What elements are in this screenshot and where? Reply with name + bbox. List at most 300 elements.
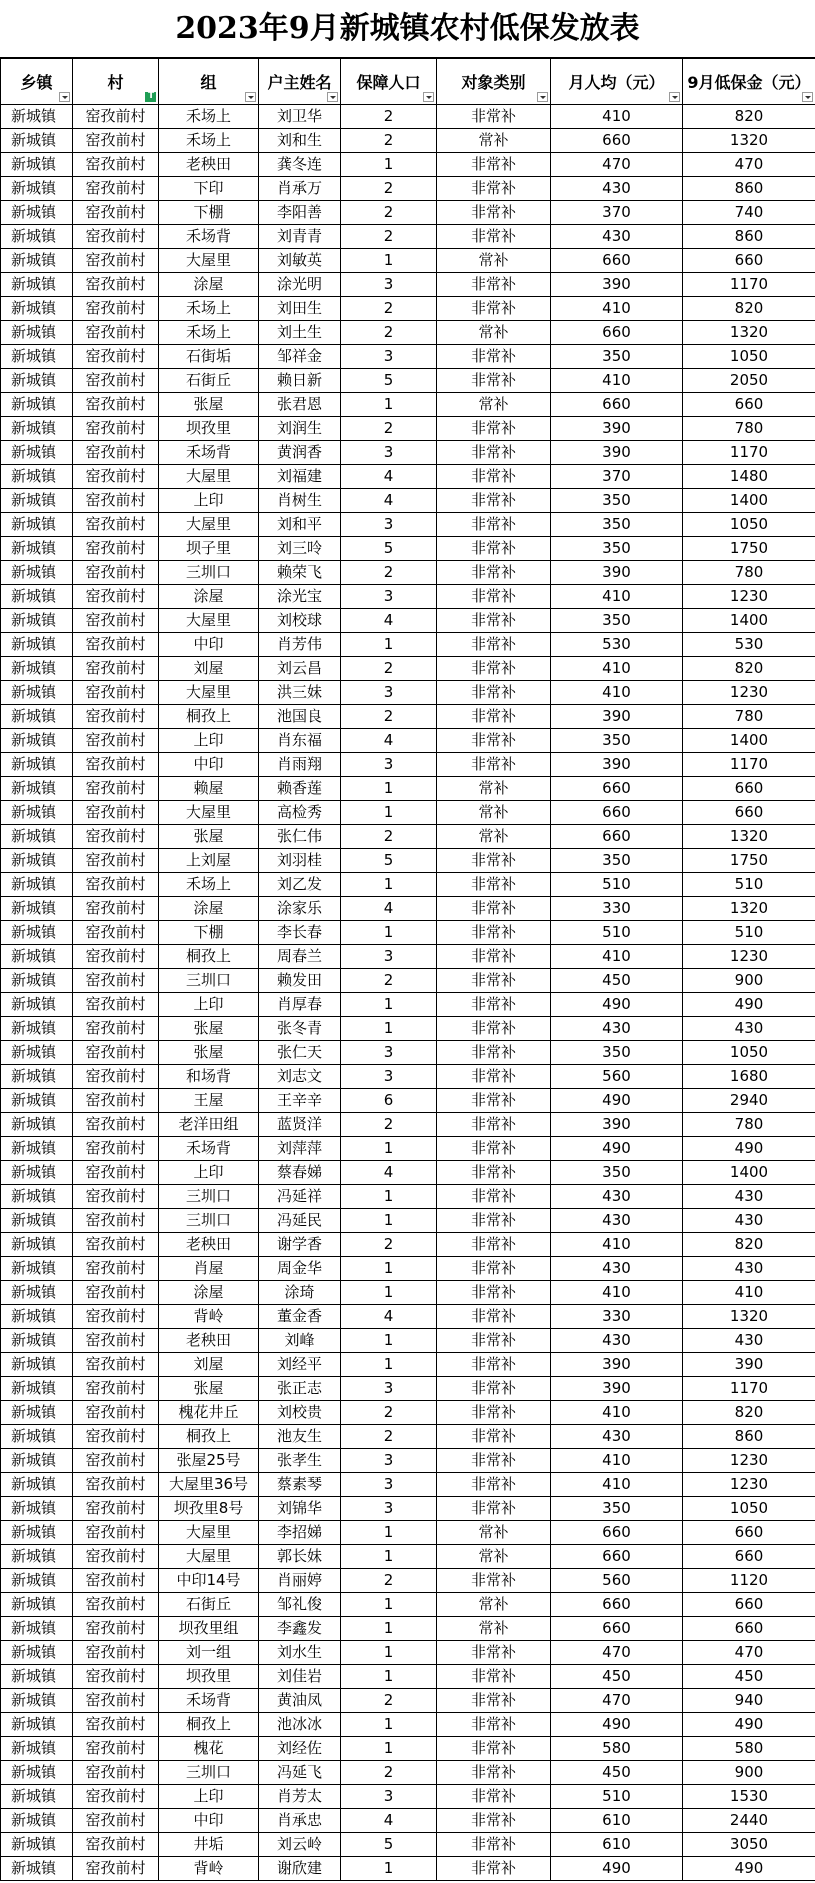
cell-householder[interactable]: 张仁天 — [259, 1041, 341, 1065]
cell-village[interactable]: 窑孜前村 — [73, 945, 159, 969]
cell-september-amount[interactable]: 1750 — [683, 537, 815, 561]
cell-category[interactable]: 非常补 — [437, 1233, 551, 1257]
cell-population[interactable]: 1 — [341, 1017, 437, 1041]
cell-population[interactable]: 2 — [341, 1761, 437, 1785]
cell-september-amount[interactable]: 2440 — [683, 1809, 815, 1833]
cell-population[interactable]: 1 — [341, 1137, 437, 1161]
cell-group[interactable]: 禾场上 — [159, 129, 259, 153]
cell-householder[interactable]: 刘志文 — [259, 1065, 341, 1089]
cell-category[interactable]: 非常补 — [437, 345, 551, 369]
cell-category[interactable]: 非常补 — [437, 849, 551, 873]
cell-group[interactable]: 中印 — [159, 753, 259, 777]
cell-township[interactable]: 新城镇 — [1, 1833, 73, 1857]
cell-village[interactable]: 窑孜前村 — [73, 177, 159, 201]
cell-group[interactable]: 禾场背 — [159, 225, 259, 249]
cell-september-amount[interactable]: 490 — [683, 1713, 815, 1737]
cell-monthly-avg[interactable]: 390 — [551, 1113, 683, 1137]
cell-september-amount[interactable]: 1170 — [683, 273, 815, 297]
cell-householder[interactable]: 张君恩 — [259, 393, 341, 417]
cell-population[interactable]: 5 — [341, 537, 437, 561]
cell-category[interactable]: 非常补 — [437, 1161, 551, 1185]
cell-group[interactable]: 大屋里 — [159, 465, 259, 489]
cell-monthly-avg[interactable]: 660 — [551, 393, 683, 417]
cell-monthly-avg[interactable]: 370 — [551, 201, 683, 225]
cell-category[interactable]: 非常补 — [437, 1569, 551, 1593]
cell-september-amount[interactable]: 1400 — [683, 1161, 815, 1185]
cell-population[interactable]: 2 — [341, 177, 437, 201]
cell-village[interactable]: 窑孜前村 — [73, 1089, 159, 1113]
cell-group[interactable]: 大屋里 — [159, 249, 259, 273]
cell-monthly-avg[interactable]: 390 — [551, 705, 683, 729]
cell-september-amount[interactable]: 1230 — [683, 681, 815, 705]
cell-township[interactable]: 新城镇 — [1, 1329, 73, 1353]
cell-monthly-avg[interactable]: 430 — [551, 225, 683, 249]
cell-township[interactable]: 新城镇 — [1, 1473, 73, 1497]
cell-village[interactable]: 窑孜前村 — [73, 1617, 159, 1641]
cell-category[interactable]: 常补 — [437, 801, 551, 825]
cell-householder[interactable]: 蓝贤洋 — [259, 1113, 341, 1137]
cell-category[interactable]: 非常补 — [437, 969, 551, 993]
cell-village[interactable]: 窑孜前村 — [73, 1521, 159, 1545]
cell-township[interactable]: 新城镇 — [1, 681, 73, 705]
cell-population[interactable]: 1 — [341, 777, 437, 801]
cell-population[interactable]: 1 — [341, 393, 437, 417]
cell-category[interactable]: 非常补 — [437, 705, 551, 729]
cell-householder[interactable]: 冯延民 — [259, 1209, 341, 1233]
cell-september-amount[interactable]: 2050 — [683, 369, 815, 393]
cell-monthly-avg[interactable]: 610 — [551, 1833, 683, 1857]
cell-township[interactable]: 新城镇 — [1, 1161, 73, 1185]
cell-category[interactable]: 非常补 — [437, 1737, 551, 1761]
cell-category[interactable]: 非常补 — [437, 1425, 551, 1449]
cell-group[interactable]: 张屋 — [159, 1041, 259, 1065]
cell-village[interactable]: 窑孜前村 — [73, 609, 159, 633]
cell-monthly-avg[interactable]: 450 — [551, 1761, 683, 1785]
cell-population[interactable]: 4 — [341, 1809, 437, 1833]
cell-september-amount[interactable]: 660 — [683, 1593, 815, 1617]
cell-category[interactable]: 常补 — [437, 321, 551, 345]
cell-monthly-avg[interactable]: 410 — [551, 1449, 683, 1473]
cell-september-amount[interactable]: 1050 — [683, 345, 815, 369]
cell-householder[interactable]: 肖雨翔 — [259, 753, 341, 777]
cell-monthly-avg[interactable]: 450 — [551, 969, 683, 993]
cell-householder[interactable]: 李阳善 — [259, 201, 341, 225]
cell-population[interactable]: 2 — [341, 1401, 437, 1425]
cell-category[interactable]: 非常补 — [437, 417, 551, 441]
cell-householder[interactable]: 池冰冰 — [259, 1713, 341, 1737]
cell-september-amount[interactable]: 430 — [683, 1257, 815, 1281]
cell-monthly-avg[interactable]: 350 — [551, 729, 683, 753]
cell-village[interactable]: 窑孜前村 — [73, 465, 159, 489]
cell-population[interactable]: 1 — [341, 1209, 437, 1233]
cell-village[interactable]: 窑孜前村 — [73, 1209, 159, 1233]
cell-group[interactable]: 大屋里 — [159, 1521, 259, 1545]
cell-group[interactable]: 涂屋 — [159, 897, 259, 921]
cell-township[interactable]: 新城镇 — [1, 657, 73, 681]
cell-monthly-avg[interactable]: 660 — [551, 249, 683, 273]
cell-population[interactable]: 1 — [341, 1281, 437, 1305]
cell-township[interactable]: 新城镇 — [1, 825, 73, 849]
cell-householder[interactable]: 刘云岭 — [259, 1833, 341, 1857]
cell-group[interactable]: 三圳口 — [159, 1185, 259, 1209]
cell-householder[interactable]: 李鑫发 — [259, 1617, 341, 1641]
cell-monthly-avg[interactable]: 410 — [551, 945, 683, 969]
cell-monthly-avg[interactable]: 410 — [551, 105, 683, 129]
cell-category[interactable]: 常补 — [437, 393, 551, 417]
cell-township[interactable]: 新城镇 — [1, 177, 73, 201]
cell-householder[interactable]: 刘峰 — [259, 1329, 341, 1353]
cell-category[interactable]: 非常补 — [437, 273, 551, 297]
cell-category[interactable]: 非常补 — [437, 177, 551, 201]
cell-september-amount[interactable]: 660 — [683, 801, 815, 825]
cell-category[interactable]: 非常补 — [437, 1761, 551, 1785]
cell-monthly-avg[interactable]: 530 — [551, 633, 683, 657]
cell-category[interactable]: 非常补 — [437, 993, 551, 1017]
cell-village[interactable]: 窑孜前村 — [73, 1569, 159, 1593]
cell-monthly-avg[interactable]: 370 — [551, 465, 683, 489]
cell-population[interactable]: 1 — [341, 249, 437, 273]
cell-householder[interactable]: 刘和生 — [259, 129, 341, 153]
cell-category[interactable]: 非常补 — [437, 1089, 551, 1113]
cell-village[interactable]: 窑孜前村 — [73, 561, 159, 585]
cell-monthly-avg[interactable]: 660 — [551, 825, 683, 849]
cell-township[interactable]: 新城镇 — [1, 729, 73, 753]
cell-householder[interactable]: 王辛辛 — [259, 1089, 341, 1113]
cell-group[interactable]: 涂屋 — [159, 585, 259, 609]
cell-householder[interactable]: 刘羽桂 — [259, 849, 341, 873]
cell-group[interactable]: 石街垢 — [159, 345, 259, 369]
cell-householder[interactable]: 谢学香 — [259, 1233, 341, 1257]
cell-village[interactable]: 窑孜前村 — [73, 1233, 159, 1257]
cell-september-amount[interactable]: 780 — [683, 561, 815, 585]
cell-category[interactable]: 非常补 — [437, 465, 551, 489]
cell-population[interactable]: 4 — [341, 729, 437, 753]
cell-township[interactable]: 新城镇 — [1, 1065, 73, 1089]
cell-householder[interactable]: 冯延飞 — [259, 1761, 341, 1785]
cell-village[interactable]: 窑孜前村 — [73, 393, 159, 417]
cell-monthly-avg[interactable]: 490 — [551, 1089, 683, 1113]
cell-group[interactable]: 大屋里 — [159, 801, 259, 825]
cell-category[interactable]: 非常补 — [437, 1377, 551, 1401]
cell-township[interactable]: 新城镇 — [1, 1521, 73, 1545]
cell-population[interactable]: 2 — [341, 1425, 437, 1449]
cell-population[interactable]: 2 — [341, 105, 437, 129]
cell-village[interactable]: 窑孜前村 — [73, 1281, 159, 1305]
cell-category[interactable]: 非常补 — [437, 1809, 551, 1833]
cell-september-amount[interactable]: 660 — [683, 249, 815, 273]
cell-september-amount[interactable]: 390 — [683, 1353, 815, 1377]
cell-village[interactable]: 窑孜前村 — [73, 849, 159, 873]
cell-monthly-avg[interactable]: 610 — [551, 1809, 683, 1833]
cell-population[interactable]: 1 — [341, 1257, 437, 1281]
cell-township[interactable]: 新城镇 — [1, 1257, 73, 1281]
cell-category[interactable]: 常补 — [437, 1617, 551, 1641]
cell-september-amount[interactable]: 860 — [683, 225, 815, 249]
cell-category[interactable]: 非常补 — [437, 1113, 551, 1137]
cell-group[interactable]: 张屋 — [159, 825, 259, 849]
cell-monthly-avg[interactable]: 470 — [551, 1641, 683, 1665]
cell-monthly-avg[interactable]: 660 — [551, 321, 683, 345]
cell-monthly-avg[interactable]: 350 — [551, 513, 683, 537]
cell-householder[interactable]: 刘经佐 — [259, 1737, 341, 1761]
cell-september-amount[interactable]: 820 — [683, 1233, 815, 1257]
cell-township[interactable]: 新城镇 — [1, 897, 73, 921]
cell-category[interactable]: 非常补 — [437, 1353, 551, 1377]
cell-village[interactable]: 窑孜前村 — [73, 129, 159, 153]
cell-september-amount[interactable]: 1120 — [683, 1569, 815, 1593]
cell-population[interactable]: 5 — [341, 369, 437, 393]
cell-september-amount[interactable]: 1230 — [683, 585, 815, 609]
cell-township[interactable]: 新城镇 — [1, 1761, 73, 1785]
cell-september-amount[interactable]: 860 — [683, 1425, 815, 1449]
cell-group[interactable]: 背岭 — [159, 1305, 259, 1329]
cell-population[interactable]: 1 — [341, 1737, 437, 1761]
cell-group[interactable]: 石街丘 — [159, 1593, 259, 1617]
cell-population[interactable]: 1 — [341, 873, 437, 897]
cell-householder[interactable]: 黄润香 — [259, 441, 341, 465]
cell-village[interactable]: 窑孜前村 — [73, 225, 159, 249]
cell-monthly-avg[interactable]: 660 — [551, 1521, 683, 1545]
cell-population[interactable]: 1 — [341, 1713, 437, 1737]
cell-monthly-avg[interactable]: 410 — [551, 1233, 683, 1257]
cell-township[interactable]: 新城镇 — [1, 777, 73, 801]
cell-village[interactable]: 窑孜前村 — [73, 513, 159, 537]
cell-population[interactable]: 3 — [341, 1473, 437, 1497]
cell-september-amount[interactable]: 510 — [683, 921, 815, 945]
cell-group[interactable]: 坝子里 — [159, 537, 259, 561]
cell-monthly-avg[interactable]: 430 — [551, 1209, 683, 1233]
cell-monthly-avg[interactable]: 390 — [551, 561, 683, 585]
filter-dropdown-icon[interactable] — [59, 92, 70, 102]
cell-householder[interactable]: 冯延祥 — [259, 1185, 341, 1209]
cell-group[interactable]: 桐孜上 — [159, 1425, 259, 1449]
cell-population[interactable]: 1 — [341, 1857, 437, 1881]
cell-householder[interactable]: 刘佳岩 — [259, 1665, 341, 1689]
cell-population[interactable]: 3 — [341, 441, 437, 465]
cell-population[interactable]: 3 — [341, 945, 437, 969]
cell-monthly-avg[interactable]: 330 — [551, 897, 683, 921]
cell-township[interactable]: 新城镇 — [1, 945, 73, 969]
cell-population[interactable]: 1 — [341, 1521, 437, 1545]
cell-monthly-avg[interactable]: 410 — [551, 585, 683, 609]
cell-population[interactable]: 2 — [341, 705, 437, 729]
cell-township[interactable]: 新城镇 — [1, 369, 73, 393]
cell-township[interactable]: 新城镇 — [1, 585, 73, 609]
cell-village[interactable]: 窑孜前村 — [73, 1137, 159, 1161]
cell-population[interactable]: 5 — [341, 849, 437, 873]
cell-category[interactable]: 非常补 — [437, 1785, 551, 1809]
cell-group[interactable]: 坝孜里组 — [159, 1617, 259, 1641]
filter-dropdown-icon[interactable] — [802, 92, 813, 102]
cell-village[interactable]: 窑孜前村 — [73, 441, 159, 465]
cell-group[interactable]: 坝孜里 — [159, 1665, 259, 1689]
cell-september-amount[interactable]: 780 — [683, 705, 815, 729]
cell-monthly-avg[interactable]: 410 — [551, 369, 683, 393]
cell-monthly-avg[interactable]: 430 — [551, 1017, 683, 1041]
cell-group[interactable]: 下棚 — [159, 201, 259, 225]
cell-category[interactable]: 非常补 — [437, 1689, 551, 1713]
cell-township[interactable]: 新城镇 — [1, 465, 73, 489]
cell-group[interactable]: 桐孜上 — [159, 705, 259, 729]
filter-dropdown-icon[interactable] — [669, 92, 680, 102]
cell-village[interactable]: 窑孜前村 — [73, 777, 159, 801]
cell-village[interactable]: 窑孜前村 — [73, 1185, 159, 1209]
cell-householder[interactable]: 涂光宝 — [259, 585, 341, 609]
cell-population[interactable]: 2 — [341, 657, 437, 681]
cell-group[interactable]: 中印 — [159, 633, 259, 657]
cell-township[interactable]: 新城镇 — [1, 249, 73, 273]
cell-village[interactable]: 窑孜前村 — [73, 1761, 159, 1785]
cell-population[interactable]: 1 — [341, 633, 437, 657]
cell-monthly-avg[interactable]: 350 — [551, 1161, 683, 1185]
cell-village[interactable]: 窑孜前村 — [73, 1833, 159, 1857]
cell-september-amount[interactable]: 410 — [683, 1281, 815, 1305]
cell-township[interactable]: 新城镇 — [1, 1641, 73, 1665]
cell-monthly-avg[interactable]: 560 — [551, 1569, 683, 1593]
cell-september-amount[interactable]: 1050 — [683, 1041, 815, 1065]
cell-monthly-avg[interactable]: 450 — [551, 1665, 683, 1689]
cell-group[interactable]: 禾场背 — [159, 441, 259, 465]
cell-village[interactable]: 窑孜前村 — [73, 753, 159, 777]
cell-householder[interactable]: 周金华 — [259, 1257, 341, 1281]
cell-monthly-avg[interactable]: 660 — [551, 1593, 683, 1617]
cell-township[interactable]: 新城镇 — [1, 633, 73, 657]
cell-township[interactable]: 新城镇 — [1, 801, 73, 825]
cell-population[interactable]: 2 — [341, 561, 437, 585]
cell-category[interactable]: 非常补 — [437, 441, 551, 465]
cell-group[interactable]: 桐孜上 — [159, 1713, 259, 1737]
cell-village[interactable]: 窑孜前村 — [73, 537, 159, 561]
cell-category[interactable]: 非常补 — [437, 1329, 551, 1353]
cell-september-amount[interactable]: 470 — [683, 1641, 815, 1665]
cell-township[interactable]: 新城镇 — [1, 489, 73, 513]
cell-monthly-avg[interactable]: 430 — [551, 1185, 683, 1209]
cell-township[interactable]: 新城镇 — [1, 1665, 73, 1689]
cell-category[interactable]: 非常补 — [437, 1137, 551, 1161]
cell-population[interactable]: 2 — [341, 825, 437, 849]
cell-township[interactable]: 新城镇 — [1, 441, 73, 465]
cell-category[interactable]: 非常补 — [437, 753, 551, 777]
cell-village[interactable]: 窑孜前村 — [73, 249, 159, 273]
cell-monthly-avg[interactable]: 510 — [551, 873, 683, 897]
cell-group[interactable]: 下印 — [159, 177, 259, 201]
cell-township[interactable]: 新城镇 — [1, 969, 73, 993]
cell-monthly-avg[interactable]: 430 — [551, 1257, 683, 1281]
cell-householder[interactable]: 刘土生 — [259, 321, 341, 345]
cell-township[interactable]: 新城镇 — [1, 105, 73, 129]
cell-township[interactable]: 新城镇 — [1, 873, 73, 897]
cell-township[interactable]: 新城镇 — [1, 1113, 73, 1137]
cell-village[interactable]: 窑孜前村 — [73, 369, 159, 393]
cell-householder[interactable]: 涂光明 — [259, 273, 341, 297]
cell-village[interactable]: 窑孜前村 — [73, 1497, 159, 1521]
cell-category[interactable]: 非常补 — [437, 201, 551, 225]
cell-township[interactable]: 新城镇 — [1, 225, 73, 249]
cell-township[interactable]: 新城镇 — [1, 1017, 73, 1041]
cell-group[interactable]: 中印 — [159, 1809, 259, 1833]
cell-september-amount[interactable]: 660 — [683, 1617, 815, 1641]
cell-group[interactable]: 老秧田 — [159, 153, 259, 177]
cell-population[interactable]: 2 — [341, 297, 437, 321]
cell-village[interactable]: 窑孜前村 — [73, 201, 159, 225]
cell-village[interactable]: 窑孜前村 — [73, 1425, 159, 1449]
cell-group[interactable]: 槐花 — [159, 1737, 259, 1761]
cell-september-amount[interactable]: 1320 — [683, 1305, 815, 1329]
cell-householder[interactable]: 刘田生 — [259, 297, 341, 321]
cell-village[interactable]: 窑孜前村 — [73, 1593, 159, 1617]
cell-population[interactable]: 2 — [341, 1569, 437, 1593]
cell-september-amount[interactable]: 1320 — [683, 825, 815, 849]
cell-monthly-avg[interactable]: 410 — [551, 1473, 683, 1497]
cell-township[interactable]: 新城镇 — [1, 753, 73, 777]
cell-category[interactable]: 非常补 — [437, 1857, 551, 1881]
cell-group[interactable]: 刘屋 — [159, 1353, 259, 1377]
cell-monthly-avg[interactable]: 470 — [551, 1689, 683, 1713]
cell-householder[interactable]: 黄油凤 — [259, 1689, 341, 1713]
cell-householder[interactable]: 刘乙发 — [259, 873, 341, 897]
cell-group[interactable]: 大屋里36号 — [159, 1473, 259, 1497]
cell-september-amount[interactable]: 1230 — [683, 945, 815, 969]
cell-group[interactable]: 井垢 — [159, 1833, 259, 1857]
cell-september-amount[interactable]: 1050 — [683, 513, 815, 537]
cell-householder[interactable]: 肖芳伟 — [259, 633, 341, 657]
cell-township[interactable]: 新城镇 — [1, 1353, 73, 1377]
cell-group[interactable]: 和场背 — [159, 1065, 259, 1089]
cell-september-amount[interactable]: 450 — [683, 1665, 815, 1689]
cell-householder[interactable]: 刘锦华 — [259, 1497, 341, 1521]
cell-population[interactable]: 2 — [341, 1113, 437, 1137]
cell-group[interactable]: 三圳口 — [159, 561, 259, 585]
cell-september-amount[interactable]: 1170 — [683, 1377, 815, 1401]
cell-group[interactable]: 张屋 — [159, 1017, 259, 1041]
cell-monthly-avg[interactable]: 430 — [551, 177, 683, 201]
cell-township[interactable]: 新城镇 — [1, 849, 73, 873]
cell-population[interactable]: 3 — [341, 1785, 437, 1809]
cell-village[interactable]: 窑孜前村 — [73, 1305, 159, 1329]
cell-category[interactable]: 非常补 — [437, 1017, 551, 1041]
cell-category[interactable]: 非常补 — [437, 609, 551, 633]
cell-village[interactable]: 窑孜前村 — [73, 321, 159, 345]
cell-monthly-avg[interactable]: 660 — [551, 129, 683, 153]
cell-september-amount[interactable]: 490 — [683, 1857, 815, 1881]
cell-monthly-avg[interactable]: 430 — [551, 1425, 683, 1449]
cell-householder[interactable]: 肖厚春 — [259, 993, 341, 1017]
cell-householder[interactable]: 涂琦 — [259, 1281, 341, 1305]
cell-september-amount[interactable]: 1400 — [683, 729, 815, 753]
cell-village[interactable]: 窑孜前村 — [73, 585, 159, 609]
cell-september-amount[interactable]: 530 — [683, 633, 815, 657]
cell-group[interactable]: 上印 — [159, 489, 259, 513]
cell-group[interactable]: 上印 — [159, 729, 259, 753]
cell-population[interactable]: 2 — [341, 1689, 437, 1713]
cell-category[interactable]: 非常补 — [437, 489, 551, 513]
cell-village[interactable]: 窑孜前村 — [73, 897, 159, 921]
cell-monthly-avg[interactable]: 350 — [551, 345, 683, 369]
cell-monthly-avg[interactable]: 430 — [551, 1329, 683, 1353]
cell-category[interactable]: 常补 — [437, 1593, 551, 1617]
cell-township[interactable]: 新城镇 — [1, 561, 73, 585]
cell-monthly-avg[interactable]: 410 — [551, 297, 683, 321]
cell-group[interactable]: 肖屋 — [159, 1257, 259, 1281]
cell-group[interactable]: 张屋 — [159, 1377, 259, 1401]
cell-population[interactable]: 1 — [341, 1545, 437, 1569]
cell-population[interactable]: 3 — [341, 273, 437, 297]
cell-monthly-avg[interactable]: 350 — [551, 1041, 683, 1065]
cell-township[interactable]: 新城镇 — [1, 1545, 73, 1569]
cell-group[interactable]: 三圳口 — [159, 1209, 259, 1233]
cell-monthly-avg[interactable]: 660 — [551, 1617, 683, 1641]
cell-village[interactable]: 窑孜前村 — [73, 1809, 159, 1833]
